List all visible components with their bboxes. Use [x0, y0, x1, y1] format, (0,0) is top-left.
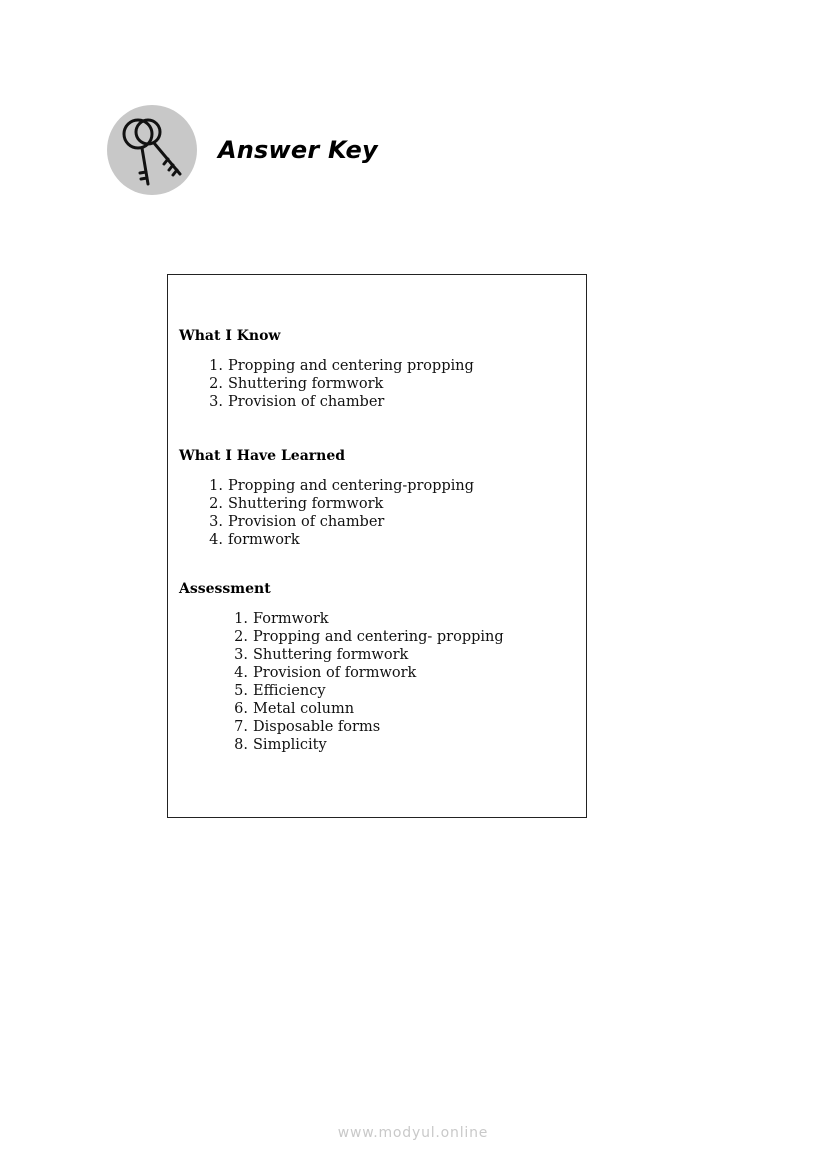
section-title: What I Know: [179, 328, 281, 344]
list-item: 2. Shuttering formwork: [209, 376, 384, 392]
answer-list: [179, 477, 578, 549]
list-item: 3. Provision of chamber: [209, 514, 385, 530]
list-item: 3. Shuttering formwork: [234, 647, 409, 663]
keys-icon: [106, 104, 198, 196]
section-title: Assessment: [179, 581, 271, 597]
watermark: www.modyul.online: [337, 1125, 489, 1141]
answer-box: [167, 274, 587, 818]
section-title: What I Have Learned: [179, 448, 346, 464]
list-item: 4. formwork: [209, 532, 300, 548]
list-item: 2. Shuttering formwork: [209, 496, 384, 512]
list-item: 6. Metal column: [234, 701, 355, 717]
answer-list: [179, 610, 578, 754]
section-what-i-know: [179, 327, 578, 411]
list-item: 7. Disposable forms: [234, 719, 381, 735]
section-assessment: [179, 580, 578, 754]
list-item: 8. Simplicity: [234, 737, 327, 753]
list-item: 5. Efficiency: [234, 683, 326, 699]
list-item: 1. Propping and centering-propping: [209, 478, 475, 494]
section-what-i-have-learned: [179, 447, 578, 549]
page-title: Answer Key: [218, 136, 378, 164]
answer-list: [179, 357, 578, 411]
list-item: 1. Formwork: [234, 611, 329, 627]
list-item: 1. Propping and centering propping: [209, 358, 474, 374]
list-item: 2. Propping and centering- propping: [234, 629, 504, 645]
list-item: 3. Provision of chamber: [209, 394, 385, 410]
list-item: 4. Provision of formwork: [234, 665, 417, 681]
